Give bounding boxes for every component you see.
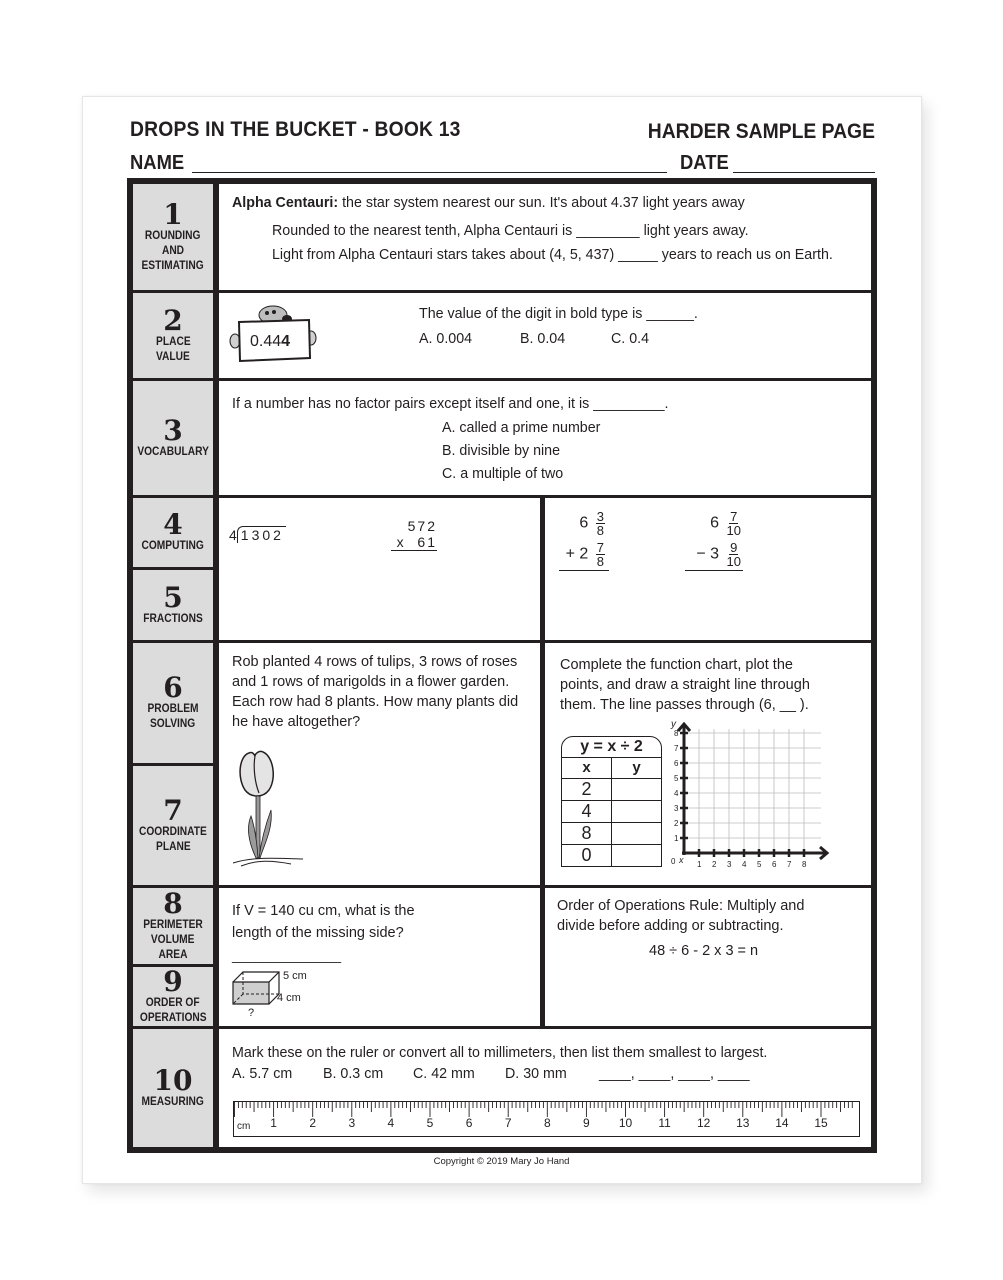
- y-tick-label: 8: [674, 729, 679, 738]
- q1-line1: the star system nearest our sun. It's about 4.37 light years away: [342, 194, 745, 211]
- name-date-row: [130, 152, 875, 178]
- ruler-cm-label: 12: [697, 1116, 711, 1130]
- ruler-cm-label: 9: [583, 1116, 590, 1130]
- table-row: [562, 779, 661, 801]
- q9-line2: divide before adding or subtracting.: [557, 918, 784, 934]
- x-tick-label: 1: [697, 860, 702, 869]
- y-tick-label: 2: [674, 819, 679, 828]
- function-rule: y = x ÷ 2: [562, 737, 661, 758]
- section-number: 3: [163, 413, 183, 447]
- q7-line3: them. The line passes through (6, __ ).: [560, 697, 809, 713]
- x-tick-label: 8: [802, 860, 807, 869]
- q1-bold-lead: Alpha Centauri:: [232, 194, 339, 211]
- sign-digits: 0.44: [250, 333, 282, 350]
- problem-6-problem-solving: [219, 643, 540, 885]
- problem-3-vocabulary: [219, 381, 871, 495]
- centimeter-ruler[interactable]: [233, 1101, 860, 1137]
- date-field[interactable]: [733, 172, 875, 173]
- q10-answer-blanks[interactable]: ____, ____, ____, ____: [599, 1065, 750, 1082]
- q2-choice-a: A. 0.004: [419, 330, 473, 347]
- section-category: OPERATIONS: [139, 1009, 207, 1024]
- section-label-7: [133, 766, 213, 885]
- q6-line2: and 1 rows of marigolds in a flower garden.: [232, 674, 510, 690]
- q8-line2: length of the missing side?: [232, 925, 404, 941]
- depth-dimension: 4 cm: [277, 992, 301, 1004]
- section-label-2: [133, 293, 213, 378]
- section-category: ORDER OF: [146, 994, 200, 1009]
- section-number: 10: [153, 1063, 193, 1097]
- section-label-6: [133, 643, 213, 763]
- x-value: 4: [562, 801, 612, 822]
- q3-choice-b: B. divisible by nine: [442, 442, 561, 459]
- column-x-header: x: [562, 758, 612, 778]
- height-dimension: 5 cm: [283, 970, 307, 982]
- x-axis-label: x: [679, 855, 684, 865]
- section-number: 9: [163, 964, 183, 998]
- worksheet-subtitle: HARDER SAMPLE PAGE: [647, 120, 875, 143]
- y-tick-label: 5: [674, 774, 679, 783]
- section-label-3: [133, 381, 213, 495]
- q1-line3: Light from Alpha Centauri stars takes about (4, 5, 437) _____ years to reach us on Earth.: [272, 246, 833, 263]
- y-tick-label: 4: [674, 789, 679, 798]
- y-answer-cell[interactable]: [612, 801, 661, 822]
- q10-instruction: Mark these on the ruler or convert all to millimeters, then list them smallest to largest.: [232, 1044, 768, 1061]
- section-number: 8: [163, 886, 183, 920]
- ruler-cm-label: 8: [543, 1116, 551, 1130]
- tulip-icon: [231, 748, 311, 873]
- denominator: 10: [726, 554, 741, 569]
- section-number: 7: [163, 793, 183, 827]
- plus-sign: +: [565, 545, 575, 563]
- q1-line2: Rounded to the nearest tenth, Alpha Centauri is ________ light years away.: [272, 222, 749, 239]
- numerator: 7: [596, 540, 604, 555]
- x-tick-label: 6: [772, 860, 777, 869]
- rectangular-prism-icon: [231, 970, 281, 1008]
- q6-line3: Each row had 8 plants. How many plants did: [232, 694, 519, 710]
- section-label-9: [133, 964, 213, 1026]
- q3-choice-a: A. called a prime number: [442, 419, 601, 436]
- q7-line2: points, and draw a straight line through: [560, 677, 810, 693]
- ruler-cm-label: 7: [504, 1116, 512, 1130]
- x-value: 2: [562, 779, 612, 800]
- q10-choice-b: B. 0.3 cm: [323, 1065, 384, 1082]
- q10-choice-c: C. 42 mm: [413, 1065, 475, 1082]
- multiplicand: 572: [407, 518, 437, 534]
- x-tick-label: 2: [712, 860, 717, 869]
- problem-7-coordinate-plane: [545, 643, 871, 885]
- numerator: 3: [596, 509, 604, 524]
- section-category: AREA: [158, 946, 188, 961]
- section-number: 1: [163, 197, 183, 231]
- missing-length-dimension: ?: [248, 1007, 255, 1019]
- ruler-cm-label: 14: [775, 1116, 789, 1130]
- name-field[interactable]: [192, 172, 667, 173]
- y-answer-cell[interactable]: [612, 823, 661, 844]
- y-answer-cell[interactable]: [612, 779, 661, 800]
- x-tick-label: 4: [742, 860, 747, 869]
- whole-number: 3: [710, 545, 720, 563]
- table-row: [562, 845, 661, 866]
- ruler-unit-label: cm: [237, 1121, 251, 1132]
- problem-5-fractions: [545, 498, 871, 640]
- numerator: 7: [730, 509, 738, 524]
- q7-line1: Complete the function chart, plot the: [560, 657, 793, 673]
- section-category: VOLUME: [151, 931, 195, 946]
- fraction-addition: [559, 510, 609, 571]
- q10-choice-d: D. 30 mm: [505, 1065, 567, 1082]
- section-category: PERIMETER: [143, 916, 203, 931]
- dividend: 1302: [237, 526, 286, 543]
- column-y-header: y: [632, 759, 641, 776]
- q9-expression: 48 ÷ 6 - 2 x 3 = n: [649, 943, 759, 959]
- whole-number: 6: [710, 514, 720, 532]
- section-category: PROBLEM: [147, 701, 199, 715]
- problem-grid: [127, 178, 877, 1153]
- q2-question: The value of the digit in bold type is ______.: [419, 305, 698, 322]
- section-category: FRACTIONS: [143, 610, 203, 625]
- name-label: NAME: [130, 152, 185, 174]
- section-category: ROUNDING: [145, 227, 201, 242]
- function-table: [561, 736, 662, 867]
- section-number: 4: [163, 508, 183, 541]
- section-category: COMPUTING: [141, 538, 205, 552]
- denominator: 10: [726, 523, 741, 538]
- ruler-cm-label: 6: [465, 1116, 473, 1130]
- denominator: 8: [596, 554, 604, 569]
- x-tick-label: 7: [787, 860, 792, 869]
- ruler-cm-label: 2: [309, 1116, 317, 1130]
- q6-line1: Rob planted 4 rows of tulips, 3 rows of roses: [232, 654, 518, 670]
- divisor: 4: [229, 527, 237, 543]
- section-category: VALUE: [156, 348, 190, 363]
- section-number: 5: [163, 580, 183, 614]
- x-value: 0: [562, 845, 612, 866]
- ruler-cm-label: 10: [618, 1116, 633, 1130]
- section-category: PLANE: [155, 838, 191, 853]
- ruler-cm-label: 13: [736, 1116, 750, 1130]
- q8-line1: If V = 140 cu cm, what is the: [232, 903, 415, 919]
- q10-choice-a: A. 5.7 cm: [232, 1065, 293, 1082]
- ruler-cm-label: 4: [387, 1116, 395, 1130]
- section-label-10: [133, 1029, 213, 1147]
- q3-question: If a number has no factor pairs except itself and one, it is _________.: [232, 395, 669, 412]
- x-value: 8: [562, 823, 612, 844]
- table-row: [562, 801, 661, 823]
- whole-number: 2: [579, 545, 589, 563]
- problem-1-rounding: [219, 184, 871, 290]
- problem-9-order-of-operations: [545, 888, 871, 1026]
- section-category: ESTIMATING: [141, 257, 205, 272]
- table-row: [562, 823, 661, 845]
- y-axis-label: y: [671, 719, 676, 730]
- ruler-cm-label: 3: [348, 1116, 356, 1130]
- denominator: 8: [596, 523, 604, 538]
- y-tick-label: 1: [674, 834, 679, 843]
- problem-8-perimeter-volume-area: [219, 888, 540, 1026]
- fraction-subtraction: [685, 510, 743, 571]
- section-category: MEASURING: [141, 1093, 205, 1108]
- multiplication-problem: [391, 518, 437, 551]
- section-category: VOCABULARY: [137, 443, 209, 458]
- ruler-cm-label: 11: [658, 1116, 671, 1130]
- section-number: 6: [163, 671, 183, 704]
- x-tick-label: 3: [727, 860, 732, 869]
- whole-number: 6: [579, 514, 589, 532]
- section-label-4: [133, 498, 213, 567]
- place-value-sign: [250, 330, 290, 354]
- q3-choice-c: C. a multiple of two: [442, 465, 564, 482]
- minus-sign: −: [696, 545, 706, 563]
- worksheet-title: DROPS IN THE BUCKET - BOOK 13: [130, 118, 461, 141]
- x-tick-label: 5: [757, 860, 762, 869]
- sign-bold-digit: 4: [281, 333, 291, 350]
- y-tick-label: 6: [674, 759, 679, 768]
- copyright-notice: Copyright © 2019 Mary Jo Hand: [433, 1156, 570, 1167]
- q2-choice-c: C. 0.4: [611, 330, 650, 347]
- section-category: PLACE: [155, 333, 191, 348]
- section-category: AND: [161, 242, 185, 257]
- y-tick-label: 7: [674, 744, 679, 753]
- q2-choice-b: B. 0.04: [520, 330, 566, 347]
- ruler-cm-label: 15: [814, 1116, 828, 1130]
- coordinate-plane-graph[interactable]: [671, 721, 831, 876]
- q9-line1: Order of Operations Rule: Multiply and: [557, 898, 805, 914]
- table-header: [562, 758, 661, 779]
- long-division: [229, 526, 286, 543]
- ruler-cm-label: 5: [426, 1116, 434, 1130]
- problem-4-computing: [219, 498, 540, 640]
- ruler-cm-label: 1: [270, 1116, 277, 1130]
- multiplier: x 61: [391, 534, 437, 551]
- q8-answer-blank[interactable]: ______________: [232, 947, 342, 963]
- section-category: COORDINATE: [139, 823, 207, 838]
- section-number: 2: [163, 303, 183, 337]
- section-label-8: [133, 888, 213, 964]
- section-label-5: [133, 570, 213, 640]
- problem-2-place-value: [219, 293, 871, 378]
- q6-line4: he have altogether?: [232, 714, 361, 730]
- y-tick-label: 3: [674, 804, 679, 813]
- section-category: SOLVING: [150, 716, 196, 730]
- section-label-1: [133, 184, 213, 290]
- date-label: DATE: [680, 152, 729, 174]
- numerator: 9: [730, 540, 738, 555]
- y-answer-cell[interactable]: [612, 845, 661, 866]
- origin-label: 0: [671, 857, 676, 866]
